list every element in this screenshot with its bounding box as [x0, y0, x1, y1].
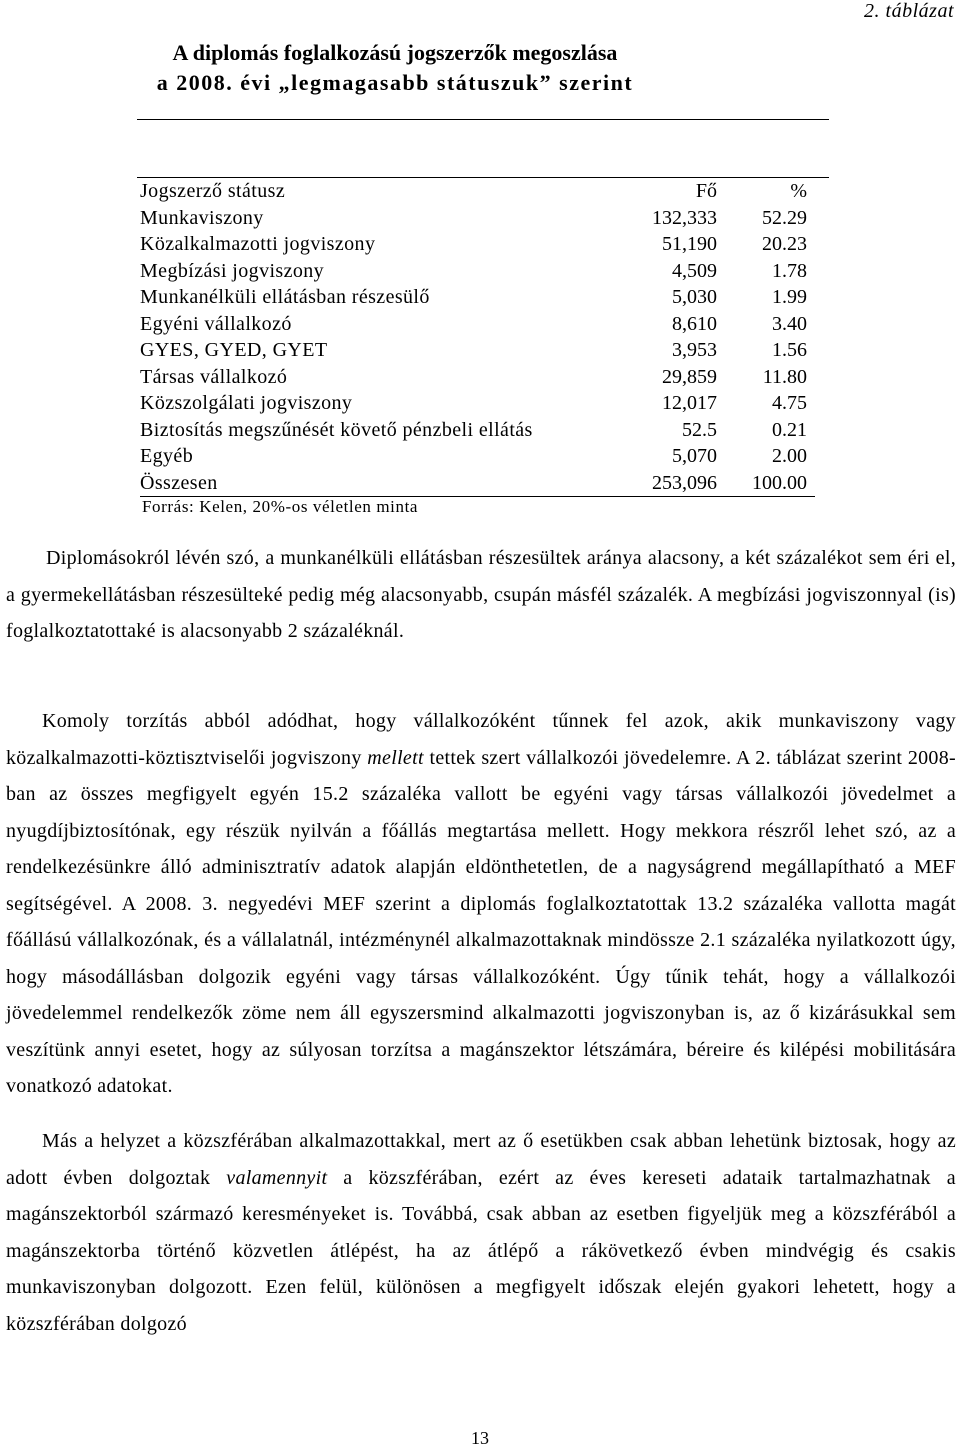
status-distribution-table [140, 178, 815, 497]
table-title-line-2: a 2008. évi „legmagasabb státuszuk” szerint [156, 70, 634, 95]
paragraph-1: Diplomásokról lévén szó, a munkanélküli ellátásban részesültek aránya alacsony, a két százalékot sem éri el, a gyermekellátásban részesülteké pedig még alacsonyabb, csupán másfél százalék. A megbízási jogviszonnyal (is) foglalkoztatottaké is alacsonyabb 2 százaléknál. [6, 547, 956, 642]
row-count: 5,030 [672, 286, 717, 309]
row-status: Biztosítás megszűnését követő pénzbeli ellátás [140, 418, 533, 441]
row-status: Társas vállalkozó [140, 365, 288, 388]
header-status: Jogszerző státusz [140, 180, 286, 203]
row-status: Egyéni vállalkozó [140, 312, 292, 335]
page-number: 13 [471, 1428, 489, 1448]
total-count: 253,096 [610, 470, 727, 497]
row-percent: 2.00 [772, 445, 807, 468]
table-total-row [140, 470, 815, 497]
row-status: Egyéb [140, 445, 194, 468]
table-row [140, 364, 815, 391]
header-count: Fő [695, 180, 717, 203]
row-percent: 0.21 [772, 418, 807, 441]
row-count: 8,610 [672, 312, 717, 335]
paragraph-3 [6, 1123, 956, 1342]
row-percent: 11.80 [762, 365, 807, 388]
table-number-label: 2. táblázat [864, 0, 954, 22]
row-percent: 3.40 [772, 312, 807, 335]
table-header-row [140, 178, 815, 205]
row-percent: 1.78 [772, 259, 807, 282]
row-count: 5,070 [672, 445, 717, 468]
row-count: 132,333 [652, 206, 717, 229]
table-row [140, 417, 815, 444]
title-divider [137, 119, 829, 120]
row-count: 3,953 [672, 339, 717, 362]
row-status: Közszolgálati jogviszony [140, 392, 353, 415]
table-row [140, 205, 815, 232]
row-count: 12,017 [662, 392, 717, 415]
table-row [140, 443, 815, 470]
paragraph-3-emphasis: valamennyit [226, 1166, 328, 1189]
table-row [140, 311, 815, 338]
table-row [140, 258, 815, 285]
row-percent: 1.99 [772, 286, 807, 309]
row-percent: 52.29 [762, 206, 807, 229]
table-source-note: Forrás: Kelen, 20%-os véletlen minta [142, 497, 419, 516]
row-count: 4,509 [672, 259, 717, 282]
total-label: Összesen [140, 470, 610, 497]
row-status: Megbízási jogviszony [140, 259, 325, 282]
row-status: Munkanélküli ellátásban részesülő [140, 286, 430, 309]
table-row [140, 284, 815, 311]
paragraph-3-part-1: Más a helyzet a közszférában alkalmazottakkal, mert az ő esetükben csak abban lehetünk biztosak, hogy az adott évben dolgoztak [6, 1130, 956, 1189]
row-count: 51,190 [662, 233, 717, 256]
table-row [140, 390, 815, 417]
total-percent: 100.00 [727, 470, 815, 497]
paragraph-2-emphasis: mellett [367, 746, 424, 769]
row-status: Közalkalmazotti jogviszony [140, 233, 376, 256]
row-status: GYES, GYED, GYET [140, 339, 328, 362]
row-percent: 1.56 [772, 339, 807, 362]
header-percent: % [790, 180, 807, 203]
paragraph-3-part-2: a közszférában, ezért az éves kereseti adataik tartalmazhatnak a magánszektorból származó keresményeket is. Továbbá, csak abban az esetben figyeljük meg a közszférából a magánszektorba történő közvetlen átlépést, ha az átlépő a rákövetkező évben mindvégig és csakis munkaviszonyban dolgozott. Ezen felül, különösen a megfigyelt időszak elején gyakori lehetett, hogy a közszférában dolgozó [6, 1166, 956, 1335]
row-percent: 20.23 [762, 233, 807, 256]
table-title-line-1: A diplomás foglalkozású jogszerzők megoszlása [172, 40, 618, 65]
paragraph-2-part-1: Komoly torzítás abból adódhat, hogy vállalkozóként tűnnek fel azok, akik munkaviszony vagy közalkalmazotti-köztisztviselői jogviszony [6, 710, 956, 769]
row-count: 52.5 [682, 418, 717, 441]
paragraph-2 [6, 703, 956, 1105]
row-percent: 4.75 [772, 392, 807, 415]
table-row [140, 231, 815, 258]
paragraph-2-part-2: tettek szert vállalkozói jövedelemre. A 2. táblázat szerint 2008-ban az összes megfigyelt egyén 15.2 százaléka vallott be egyéni vagy társas vállalkozói jövedelmet a nyugdíjbiztosítónak, egy részük nyilván a főállás megtartása mellett. Hogy mekkora részről lehet szó, az a rendelkezésünkre álló adminisztratív adatok alapján eldönthetetlen, de a nagyságrend megállapítható a MEF segítségével. A 2008. 3. negyedévi MEF szerint a diplomás foglalkoztatottak 13.2 százaléka vallotta magát főállású vállalkozónak, és a vállalatnál, intézménynél alkalmazottaknak mindössze 2.1 százaléka nyilatkozott úgy, hogy másodállásban dolgozik egyéni vagy társas vállalkozóként. Úgy tűnik tehát, hogy a vállalkozói jövedelemmel rendelkezők zöme nem áll egyszersmind alkalmazotti jogviszonyban is, az ő kizárásukkal sem veszítünk annyi esetet, hogy az súlyosan torzítsa a magánszektor létszámára, béreire és kilépési mobilitására vonatkozó adatokat. [6, 746, 956, 1097]
row-status: Munkaviszony [140, 206, 264, 229]
row-count: 29,859 [662, 365, 717, 388]
table-row [140, 337, 815, 364]
